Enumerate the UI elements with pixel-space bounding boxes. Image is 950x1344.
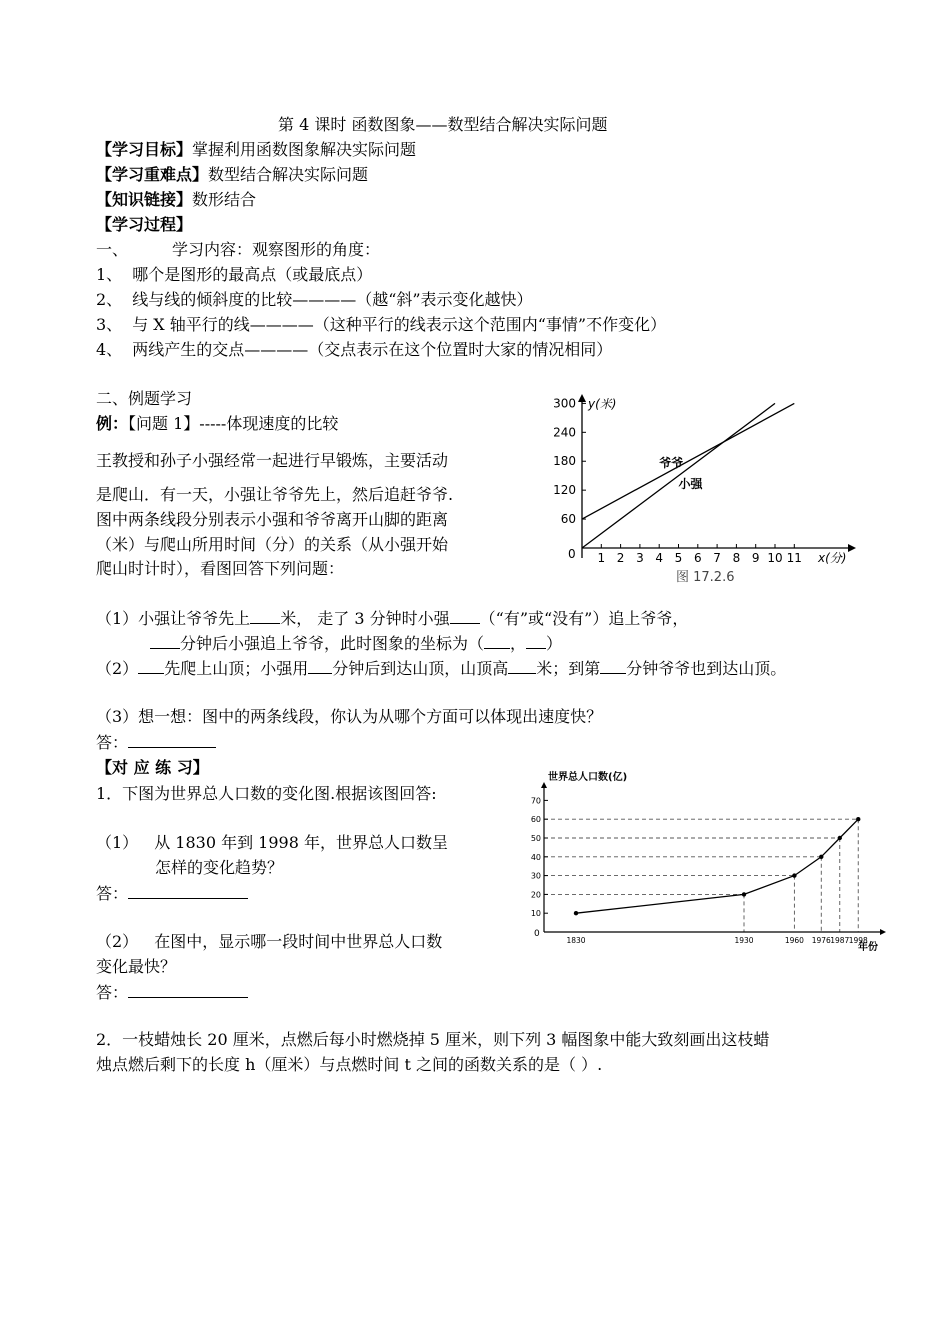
c1-y-tick-label: 180 <box>553 454 576 469</box>
c2-y-tick-label: 10 <box>530 909 541 919</box>
key-line <box>96 164 368 186</box>
blank[interactable] <box>600 657 626 674</box>
distance-time-chart <box>548 388 878 590</box>
c2-point <box>838 836 842 840</box>
example-line: 爬山时计时），看图回答下列问题： <box>96 559 345 578</box>
c1-caption: 图 17.2.6 <box>676 570 735 585</box>
section1-title: 学习内容：观察图形的角度： <box>172 240 381 259</box>
example-label: 例： <box>96 414 129 433</box>
practice-q1-1-cont: 怎样的变化趋势？ <box>155 858 284 877</box>
blank[interactable] <box>138 657 164 674</box>
c1-y-tick-label: 60 <box>560 512 576 527</box>
c1-x-tick-label: 10 <box>767 551 783 565</box>
practice-q1-1-answer: 答： <box>96 882 248 905</box>
c1-series-label: 爷爷 <box>659 456 684 471</box>
c1-x-tick-label: 9 <box>751 551 760 565</box>
c2-x-tick-label: 1960 <box>784 936 804 945</box>
section1-num: 一、 <box>96 240 129 259</box>
c1-x-arrow <box>848 544 856 552</box>
blank[interactable] <box>150 632 180 649</box>
blank[interactable] <box>250 607 280 624</box>
practice-q1-2-answer: 答： <box>96 981 248 1004</box>
blank[interactable] <box>526 632 546 649</box>
c1-x-tick-label: 8 <box>732 551 741 565</box>
c1-y-tick-label: 120 <box>553 483 576 498</box>
c2-x-tick-label: 1976 <box>811 936 831 945</box>
key-text: 数型结合解决实际问题 <box>208 165 369 184</box>
q2-text-line: 烛点燃后剩下的长度 h（厘米）与点燃时间 t 之间的函数关系的是（ ）. <box>96 1055 603 1074</box>
answer-blank[interactable] <box>128 882 248 899</box>
q2-text-line: 2．一枝蜡烛长 20 厘米，点燃后每小时燃烧掉 5 厘米，则下列 3 幅图象中能大致刻画出这枝蜡 <box>96 1030 770 1049</box>
c1-x-tick-label: 5 <box>674 551 683 565</box>
c2-y-tick-label: 50 <box>530 834 541 843</box>
c1-y-tick-label: 300 <box>553 396 576 411</box>
q1a-line: （1）小强让爷爷先上 米， 走了 3 分钟时小强 （“有”或“没有”）追上爷爷， <box>96 609 689 628</box>
example-line: 王教授和孙子小强经常一起进行早锻炼，主要活动 <box>96 451 449 470</box>
link-label: 【知识链接】 <box>96 190 193 209</box>
c2-x-arrow <box>880 929 886 935</box>
blank[interactable] <box>484 632 510 649</box>
c2-y-tick-label: 40 <box>530 852 541 862</box>
c2-point <box>792 873 796 877</box>
c1-x-tick-label: 3 <box>636 551 644 565</box>
c2-point <box>819 855 823 859</box>
section2-title: 二、例题学习 <box>96 389 193 408</box>
page-title: 第 4 课时 函数图象——数型结合解决实际问题 <box>278 115 608 134</box>
c2-point <box>856 817 860 821</box>
section1-item: 2、 线与线的倾斜度的比较————（越“斜”表示变化越快） <box>96 290 533 309</box>
section1-item: 4、 两线产生的交点————（交点表示在这个位置时大家的情况相同） <box>96 340 613 359</box>
c1-x-tick-label: 11 <box>786 551 802 565</box>
q3-answer: 答： <box>96 731 216 754</box>
c2-point <box>742 892 746 896</box>
c2-title: 世界总人口数(亿) <box>548 772 628 783</box>
goal-line <box>96 139 416 161</box>
c2-origin: 0 <box>534 929 540 939</box>
c2-x-tick-label: 1930 <box>734 936 754 945</box>
c1-series-line <box>582 403 794 519</box>
c2-xlabel: 年份 <box>858 942 878 953</box>
c1-ylabel: y(米) <box>588 397 617 411</box>
q1b-line: 分钟后小强追上爷爷，此时图象的坐标为（ ， ） <box>150 632 562 655</box>
c1-x-tick-label: 1 <box>597 551 606 565</box>
example-line: （米）与爬山所用时间（分）的关系（从小强开始 <box>96 535 449 554</box>
practice-q1-2-cont: 变化最快？ <box>96 957 177 976</box>
example-line: 是爬山．有一天，小强让爷爷先上，然后追赶爷爷. <box>96 485 454 504</box>
section1-item: 1、 哪个是图形的最高点（或最底点） <box>96 265 373 284</box>
c2-y-tick-label: 60 <box>530 815 541 825</box>
goal-text: 掌握利用函数图象解决实际问题 <box>192 140 417 159</box>
q2-line: （2） 先爬上山顶；小强用 分钟后到达山顶，山顶高 米；到第 分钟爷爷也到达山顶。 <box>96 659 787 678</box>
example-problem: 【问题 1】-----体现速度的比较 <box>128 414 339 433</box>
c2-point <box>574 911 578 915</box>
q3-line: （3）想一想：图中的两条线段，你认为从哪个方面可以体现出速度快？ <box>96 707 603 726</box>
blank[interactable] <box>308 657 332 674</box>
section1-heading <box>96 239 380 261</box>
blank[interactable] <box>450 607 480 624</box>
c2-x-tick-label: 1987 <box>830 936 850 945</box>
c2-series-line <box>576 819 858 913</box>
example-line: 图中两条线段分别表示小强和爷爷离开山脚的距离 <box>96 510 449 529</box>
goal-label: 【学习目标】 <box>96 140 193 159</box>
c2-x-tick-label: 1998 <box>848 936 868 945</box>
link-text: 数形结合 <box>192 190 257 209</box>
c1-x-tick-label: 2 <box>616 551 625 565</box>
process-label: 【学习过程】 <box>96 215 193 234</box>
answer-blank[interactable] <box>128 981 248 998</box>
c1-x-tick-label: 4 <box>655 551 664 565</box>
practice-q1: 1．下图为世界总人口数的变化图.根据该图回答: <box>96 784 437 803</box>
example-heading <box>96 413 338 435</box>
c1-series-label: 小强 <box>678 476 703 491</box>
link-line <box>96 189 256 211</box>
practice-q1-1: （1） 从 1830 年到 1998 年，世界总人口数呈 <box>96 833 448 852</box>
c1-origin: 0 <box>568 547 576 561</box>
section1-item: 3、 与 X 轴平行的线————（这种平行的线表示这个范围内“事情”不作变化） <box>96 315 667 334</box>
c1-x-tick-label: 7 <box>713 551 721 565</box>
c1-x-tick-label: 6 <box>693 551 702 565</box>
c2-y-tick-label: 20 <box>530 890 541 900</box>
key-label: 【学习重难点】 <box>96 165 209 184</box>
c2-y-tick-label: 30 <box>530 871 541 881</box>
world-population-chart <box>528 768 898 960</box>
c1-series-line <box>582 403 775 548</box>
c1-y-arrow <box>578 394 586 402</box>
practice-q1-2: （2） 在图中，显示哪一段时间中世界总人口数 <box>96 932 443 951</box>
blank[interactable] <box>508 657 536 674</box>
c2-y-arrow <box>541 782 547 788</box>
c2-x-tick-label: 1830 <box>566 936 586 945</box>
c2-y-tick-label: 70 <box>530 796 541 806</box>
practice-label: 【对 应 练 习】 <box>96 758 209 777</box>
c1-xlabel: x(分) <box>818 551 847 565</box>
answer-blank[interactable] <box>128 731 216 748</box>
c1-y-tick-label: 240 <box>553 425 576 440</box>
